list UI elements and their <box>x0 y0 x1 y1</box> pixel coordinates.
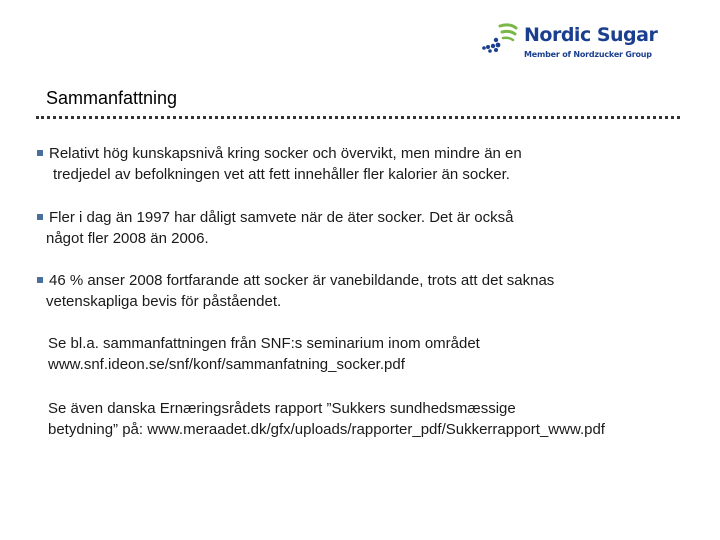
title-divider <box>36 116 680 119</box>
note-2-line-2: betydning” på: www.meraadet.dk/gfx/uploads/rapporter_pdf/Sukkerrapport_www.pdf <box>48 421 605 438</box>
nordic-sugar-mark-icon <box>476 20 522 64</box>
note-2-line-1: Se även danska Ernæringsrådets rapport ”Sukkers sundhedsmæssige <box>48 400 516 417</box>
bullet-item-3 <box>37 270 554 312</box>
brand-tagline: Member of Nordzucker Group <box>524 50 652 59</box>
bullet-item-2 <box>37 207 513 249</box>
note-1-link: www.snf.ideon.se/snf/konf/sammanfatning_socker.pdf <box>48 356 405 373</box>
note-ernaeringsraadet <box>48 398 605 440</box>
nordic-sugar-logo <box>476 20 676 64</box>
bullet-2-line-1: Fler i dag än 1997 har dåligt samvete när de äter socker. Det är också <box>49 209 514 226</box>
bullet-square-icon <box>37 277 43 283</box>
bullet-2-line-2: något fler 2008 än 2006. <box>46 230 209 247</box>
bullet-item-1 <box>37 143 522 185</box>
bullet-square-icon <box>37 150 43 156</box>
bullet-square-icon <box>37 214 43 220</box>
bullet-1-line-2: tredjedel av befolkningen vet att fett innehåller fler kalorier än socker. <box>53 166 510 183</box>
brand-name: Nordic Sugar <box>524 24 658 46</box>
bullet-3-line-2: vetenskapliga bevis för påståendet. <box>46 293 282 310</box>
note-1-line-1: Se bl.a. sammanfattningen från SNF:s seminarium inom området <box>48 335 480 352</box>
page-title: Sammanfattning <box>46 88 178 108</box>
note-snf <box>48 333 480 375</box>
bullet-3-line-1: 46 % anser 2008 fortfarande att socker är vanebildande, trots att det saknas <box>49 272 555 289</box>
bullet-1-line-1: Relativt hög kunskapsnivå kring socker och övervikt, men mindre än en <box>49 145 522 162</box>
